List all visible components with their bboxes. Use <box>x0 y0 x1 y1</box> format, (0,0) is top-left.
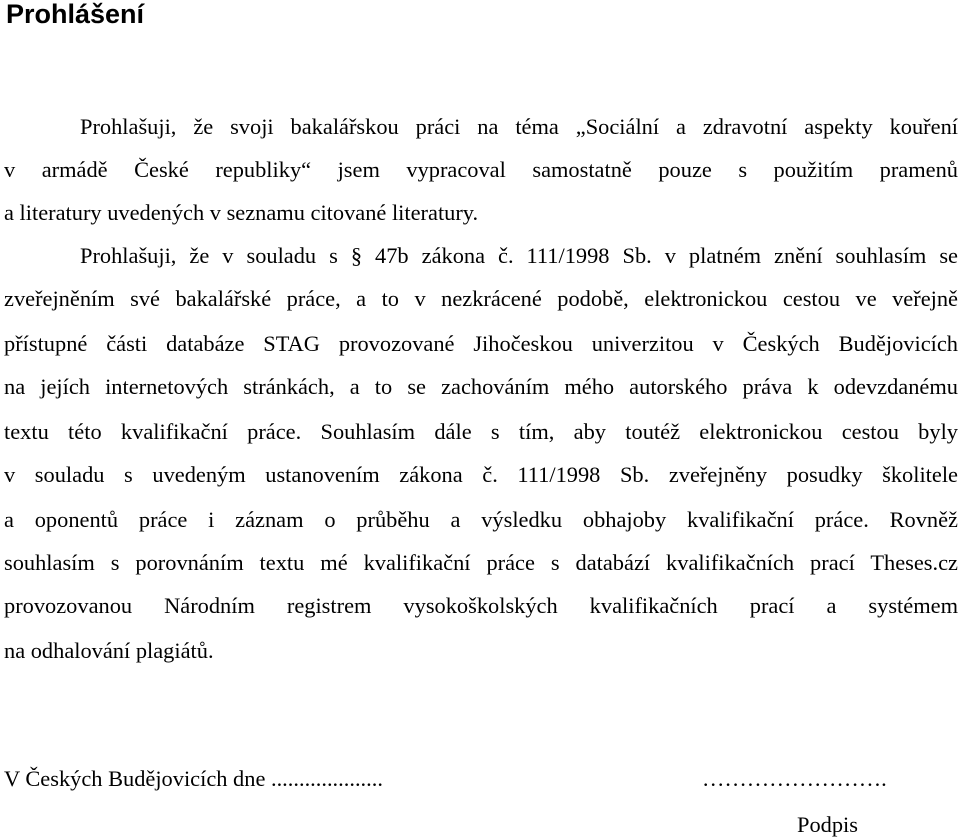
paragraph-line: v souladu s uvedeným ustanovením zákona č. 111/1998 Sb. zveřejněny posudky školitele <box>4 462 958 487</box>
place-and-date: V Českých Budějovicích dne .................... <box>4 766 383 791</box>
paragraph-line: v armádě České republiky“ jsem vypracoval samostatně pouze s použitím pramenů <box>4 157 958 182</box>
signature-label: Podpis <box>797 812 858 837</box>
paragraph-line: textu této kvalifikační práce. Souhlasím dále s tím, aby toutéž elektronickou cestou byly <box>4 419 958 444</box>
paragraph-line: na jejích internetových stránkách, a to se zachováním mého autorského práva k odevzdanému <box>4 374 958 399</box>
paragraph-line: přístupné části databáze STAG provozované Jihočeskou univerzitou v Českých Budějovicích <box>4 331 958 356</box>
paragraph-line: na odhalování plagiátů. <box>4 638 214 663</box>
signature-line: ……………………. <box>702 766 887 791</box>
paragraph-line: souhlasím s porovnáním textu mé kvalifikační práce s databází kvalifikačních prací Theses.cz <box>4 550 958 575</box>
paragraph-line: Prohlašuji, že v souladu s § 47b zákona č. 111/1998 Sb. v platném znění souhlasím se <box>80 243 958 268</box>
paragraph-line: a oponentů práce i záznam o průběhu a výsledku obhajoby kvalifikační práce. Rovněž <box>4 507 958 532</box>
paragraph-line: zveřejněním své bakalářské práce, a to v nezkrácené podobě, elektronickou cestou ve veřejně <box>4 286 958 311</box>
page-title: Prohlášení <box>6 0 145 29</box>
paragraph-line: a literatury uvedených v seznamu citované literatury. <box>4 200 479 225</box>
paragraph-line: Prohlašuji, že svoji bakalářskou práci na téma „Sociální a zdravotní aspekty kouření <box>80 114 958 139</box>
paragraph-line: provozovanou Národním registrem vysokoškolských kvalifikačních prací a systémem <box>4 593 958 618</box>
